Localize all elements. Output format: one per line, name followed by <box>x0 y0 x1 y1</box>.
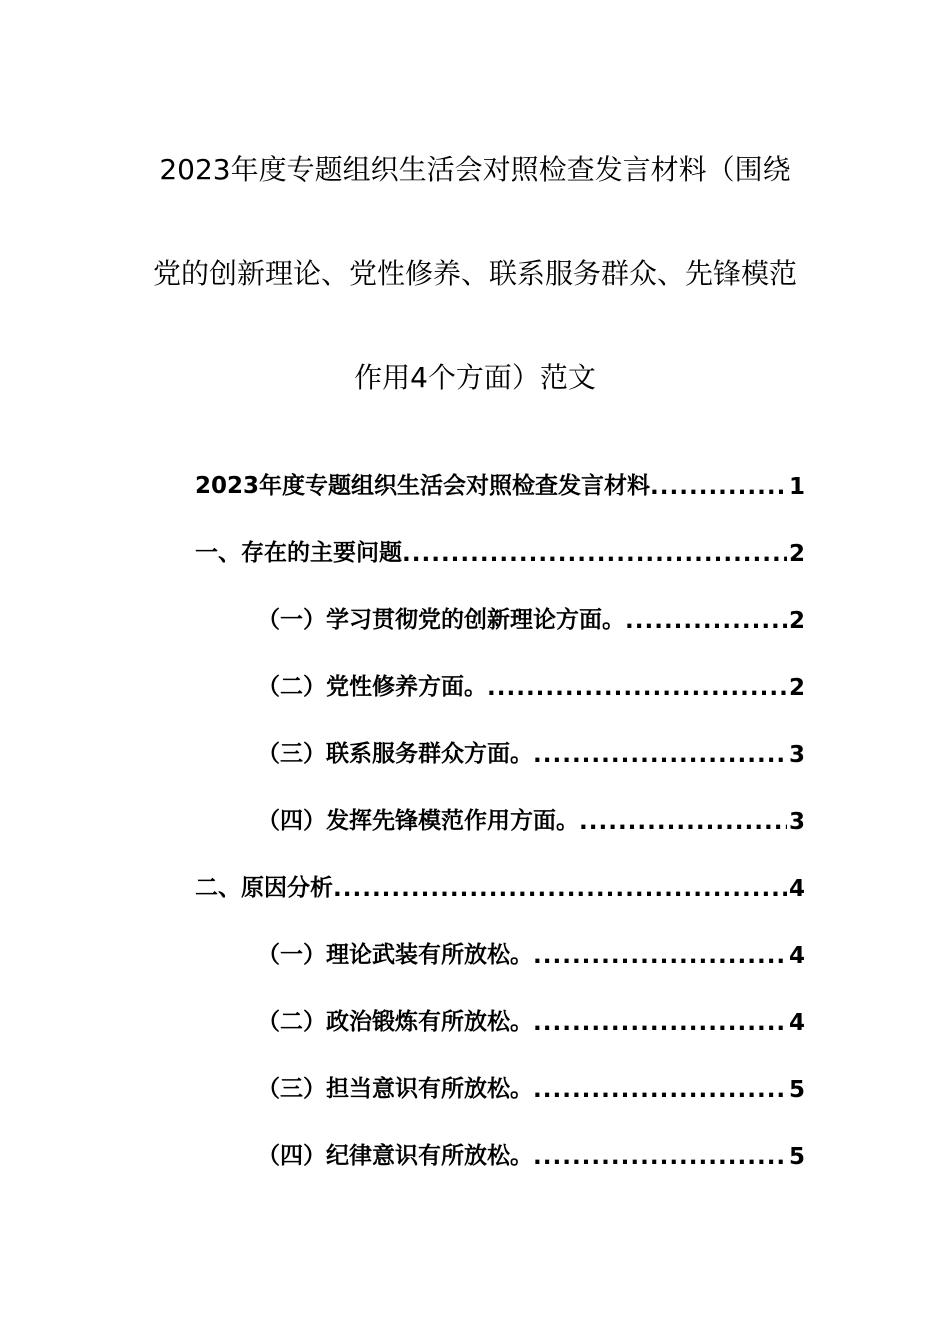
toc-entry-page: 1 <box>788 474 805 500</box>
toc-leader-dots <box>533 1010 787 1036</box>
toc-leader-dots <box>533 943 787 969</box>
toc-entry-page: 4 <box>788 876 805 902</box>
toc-entry-label: （三）担当意识有所放松。 <box>257 1076 533 1102</box>
toc-entry-label: （一）理论武装有所放松。 <box>257 942 533 968</box>
toc-entry-label: （三）联系服务群众方面。 <box>257 741 533 767</box>
toc-entry-page: 5 <box>788 1077 805 1103</box>
toc-leader-dots <box>402 541 787 567</box>
title-line-1: 2023年度专题组织生活会对照检查发言材料（围绕 <box>159 153 791 186</box>
toc-entry-page: 2 <box>788 541 805 567</box>
toc-entry[interactable] <box>195 701 805 768</box>
toc-entry[interactable] <box>195 768 805 835</box>
title-line-2: 党的创新理论、党性修养、联系服务群众、先锋模范 <box>152 257 797 290</box>
toc-entry-page: 4 <box>788 1010 805 1036</box>
table-of-contents <box>195 433 805 1170</box>
toc-entry-page: 2 <box>788 608 805 634</box>
toc-leader-dots <box>333 876 787 902</box>
toc-entry[interactable] <box>195 1103 805 1170</box>
toc-entry-page: 3 <box>788 809 805 835</box>
toc-entry-label: （二）政治锻炼有所放松。 <box>257 1009 533 1035</box>
toc-leader-dots <box>650 474 787 500</box>
toc-entry-page: 5 <box>788 1144 805 1170</box>
toc-entry-label: （四）发挥先锋模范作用方面。 <box>257 808 579 834</box>
toc-entry[interactable] <box>195 902 805 969</box>
toc-leader-dots <box>579 809 787 835</box>
toc-leader-dots <box>533 1077 787 1103</box>
toc-entry-label: 一、存在的主要问题 <box>195 540 402 566</box>
title-line-3: 作用4个方面）范文 <box>354 361 596 394</box>
toc-entry[interactable] <box>195 835 805 902</box>
toc-leader-dots <box>533 742 787 768</box>
toc-entry-page: 3 <box>788 742 805 768</box>
toc-entry[interactable] <box>195 433 805 500</box>
toc-entry[interactable] <box>195 567 805 634</box>
toc-entry[interactable] <box>195 500 805 567</box>
toc-entry-page: 4 <box>788 943 805 969</box>
toc-leader-dots <box>625 608 787 634</box>
toc-entry-label: （二）党性修养方面。 <box>257 674 487 700</box>
toc-entry[interactable] <box>195 1036 805 1103</box>
toc-leader-dots <box>487 675 787 701</box>
toc-entry-label: 2023年度专题组织生活会对照检查发言材料 <box>195 473 651 499</box>
toc-leader-dots <box>533 1144 787 1170</box>
toc-entry-label: （一）学习贯彻党的创新理论方面。 <box>257 607 625 633</box>
toc-entry-label: 二、原因分析 <box>195 875 333 901</box>
toc-entry-label: （四）纪律意识有所放松。 <box>257 1143 533 1169</box>
toc-entry-page: 2 <box>788 675 805 701</box>
toc-entry[interactable] <box>195 634 805 701</box>
document-title <box>130 118 820 430</box>
toc-entry[interactable] <box>195 969 805 1036</box>
